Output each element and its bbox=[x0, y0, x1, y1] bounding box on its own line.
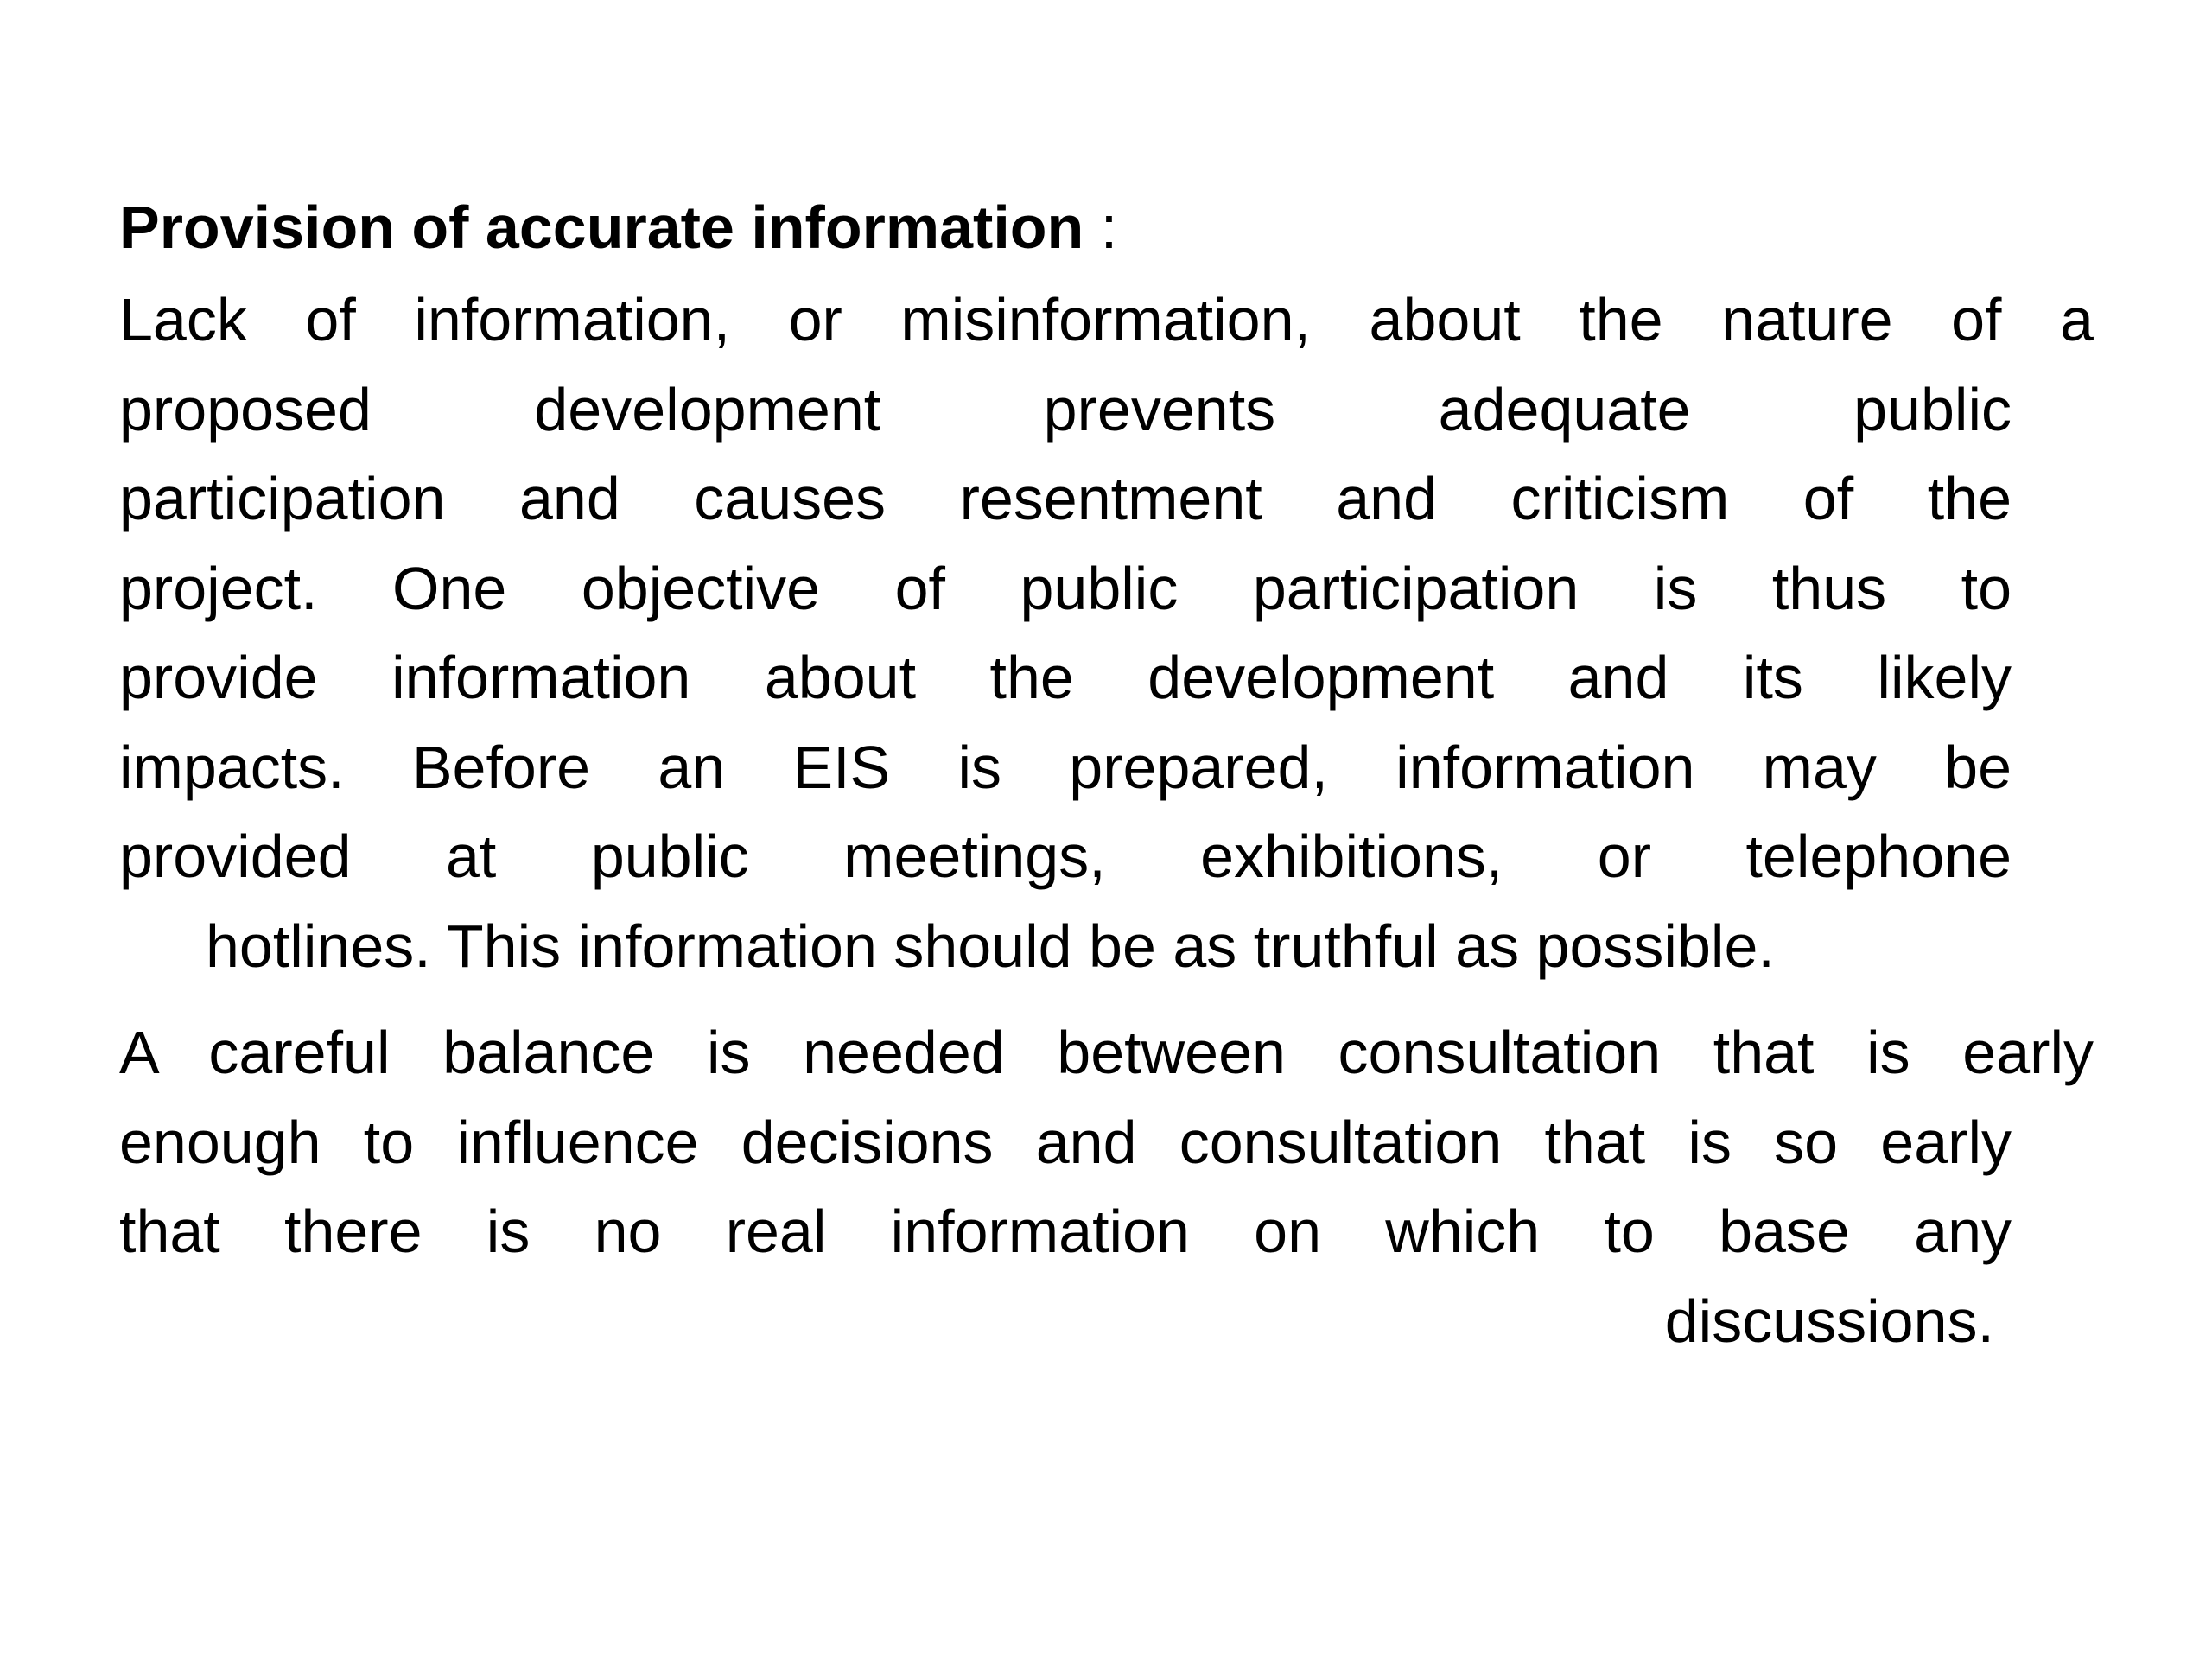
paragraph-line: enough to influence decisions and consultation that is so early bbox=[119, 1108, 2012, 1176]
heading-separator: : bbox=[1084, 194, 1118, 261]
paragraph-line: proposed development prevents adequate public bbox=[119, 375, 2012, 443]
paragraph-line: that there is no real information on which to base any bbox=[119, 1198, 2012, 1265]
heading-title: Provision of accurate information bbox=[119, 194, 1084, 261]
paragraph-line: hotlines. This information should be as truthful as possible. bbox=[206, 912, 1775, 980]
slide-content bbox=[119, 186, 2094, 1366]
paragraph-line: provided at public meetings, exhibitions, or telephone bbox=[119, 823, 2012, 890]
paragraph-line: participation and causes resentment and criticism of the bbox=[119, 465, 2012, 532]
paragraph-line: discussions. bbox=[1664, 1287, 1994, 1355]
paragraph-line: impacts. Before an EIS is prepared, information may be bbox=[119, 733, 2012, 801]
paragraph-line: provide information about the development and its likely bbox=[119, 644, 2012, 711]
paragraph-information bbox=[119, 276, 2094, 991]
paragraph-line: A careful balance is needed between consultation that is early bbox=[119, 1019, 2094, 1086]
paragraph-line: Lack of information, or misinformation, about the nature of a bbox=[119, 286, 2094, 353]
paragraph-balance bbox=[119, 1008, 2094, 1366]
section-heading bbox=[119, 186, 2012, 269]
paragraph-line: project. One objective of public participation is thus to bbox=[119, 554, 2012, 622]
